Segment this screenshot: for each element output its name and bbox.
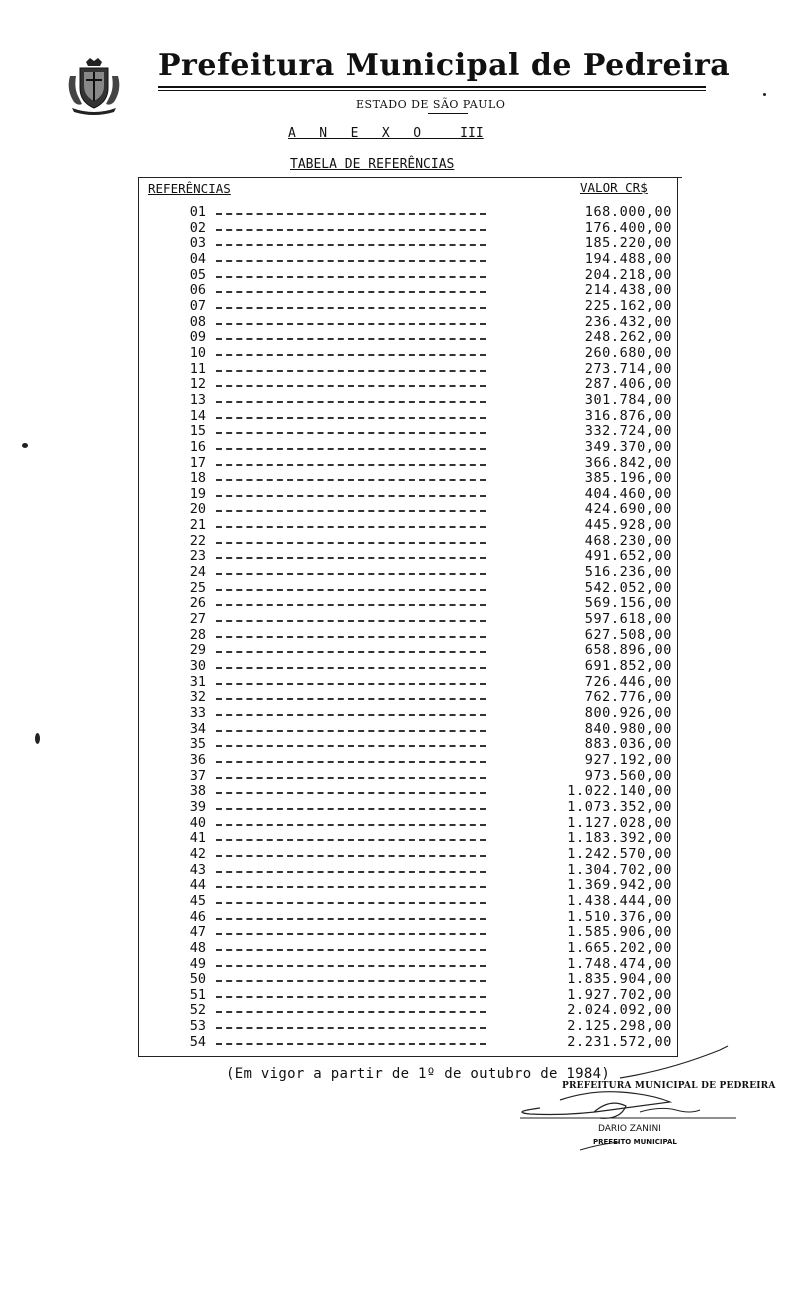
table-row xyxy=(0,706,800,722)
dash-leader xyxy=(216,777,486,779)
table-row xyxy=(0,690,800,706)
reference-number: 49 xyxy=(189,955,206,972)
reference-number: 40 xyxy=(189,814,206,831)
dash-leader xyxy=(216,542,486,544)
dash-leader xyxy=(216,338,486,340)
column-header-references: REFERÊNCIAS xyxy=(148,181,231,196)
title-rule-thin xyxy=(158,90,706,91)
reference-value: 1.585.906,00 xyxy=(567,924,672,941)
reference-number: 07 xyxy=(189,297,206,314)
reference-number: 48 xyxy=(189,939,206,956)
reference-value: 1.748.474,00 xyxy=(567,955,672,972)
reference-number: 43 xyxy=(189,861,206,878)
reference-value: 1.438.444,00 xyxy=(567,892,672,909)
table-row xyxy=(0,487,800,503)
reference-value: 204.218,00 xyxy=(584,266,672,283)
dash-leader xyxy=(216,651,486,653)
dash-leader xyxy=(216,1043,486,1045)
table-row xyxy=(0,800,800,816)
reference-value: 301.784,00 xyxy=(584,391,672,408)
reference-number: 29 xyxy=(189,642,206,659)
table-row xyxy=(0,346,800,362)
dash-leader xyxy=(216,808,486,810)
reference-value: 194.488,00 xyxy=(584,250,672,267)
reference-value: 1.073.352,00 xyxy=(567,798,672,815)
table-row xyxy=(0,722,800,738)
table-row xyxy=(0,581,800,597)
reference-value: 214.438,00 xyxy=(584,282,672,299)
signatory-name: DARIO ZANINI xyxy=(598,1124,661,1134)
table-row xyxy=(0,549,800,565)
reference-value: 316.876,00 xyxy=(584,407,672,424)
dash-leader xyxy=(216,745,486,747)
table-row xyxy=(0,362,800,378)
reference-number: 36 xyxy=(189,751,206,768)
dash-leader xyxy=(216,244,486,246)
reference-number: 52 xyxy=(189,1002,206,1019)
dash-leader xyxy=(216,792,486,794)
table-row xyxy=(0,315,800,331)
reference-value: 236.432,00 xyxy=(584,313,672,330)
dash-leader xyxy=(216,1027,486,1029)
reference-value: 248.262,00 xyxy=(584,329,672,346)
reference-number: 17 xyxy=(189,454,206,471)
reference-value: 800.926,00 xyxy=(584,705,672,721)
dash-leader xyxy=(216,229,486,231)
dash-leader xyxy=(216,573,486,575)
dash-leader xyxy=(216,604,486,606)
reference-number: 45 xyxy=(189,892,206,909)
reference-value: 491.652,00 xyxy=(584,548,672,565)
table-row xyxy=(0,643,800,659)
reference-number: 42 xyxy=(189,845,206,862)
reference-number: 30 xyxy=(189,658,206,675)
reference-value: 1.183.392,00 xyxy=(567,830,672,847)
reference-number: 15 xyxy=(189,423,206,440)
scan-speck xyxy=(35,733,40,744)
table-row xyxy=(0,784,800,800)
reference-number: 53 xyxy=(189,1018,206,1035)
effective-date-note: (Em vigor a partir de 1º de outubro de 1984) xyxy=(226,1066,611,1082)
reference-value: 542.052,00 xyxy=(584,579,672,596)
dash-leader xyxy=(216,354,486,356)
reference-number: 16 xyxy=(189,438,206,455)
reference-value: 1.022.140,00 xyxy=(567,783,672,800)
dash-leader xyxy=(216,698,486,700)
reference-number: 10 xyxy=(189,344,206,361)
reference-value: 287.406,00 xyxy=(584,376,672,393)
reference-number: 20 xyxy=(189,501,206,518)
dash-leader xyxy=(216,432,486,434)
reference-value: 883.036,00 xyxy=(584,736,672,753)
dash-leader xyxy=(216,949,486,951)
reference-number: 46 xyxy=(189,908,206,925)
reference-number: 26 xyxy=(189,595,206,612)
reference-value: 726.446,00 xyxy=(584,673,672,690)
table-row xyxy=(0,393,800,409)
reference-value: 168.000,00 xyxy=(584,204,672,220)
reference-number: 38 xyxy=(189,783,206,800)
reference-number: 14 xyxy=(189,407,206,424)
dash-leader xyxy=(216,839,486,841)
reference-value: 627.508,00 xyxy=(584,626,672,643)
reference-number: 05 xyxy=(189,266,206,283)
reference-number: 34 xyxy=(189,720,206,737)
table-row xyxy=(0,596,800,612)
reference-value: 176.400,00 xyxy=(584,219,672,236)
reference-value: 762.776,00 xyxy=(584,689,672,706)
dash-leader xyxy=(216,855,486,857)
reference-number: 37 xyxy=(189,767,206,784)
reference-number: 19 xyxy=(189,485,206,502)
reference-value: 445.928,00 xyxy=(584,517,672,534)
dash-leader xyxy=(216,980,486,982)
reference-number: 39 xyxy=(189,798,206,815)
table-row xyxy=(0,409,800,425)
reference-number: 12 xyxy=(189,376,206,393)
reference-value: 2.024.092,00 xyxy=(567,1002,672,1019)
dash-leader xyxy=(216,730,486,732)
reference-value: 597.618,00 xyxy=(584,611,672,628)
table-row xyxy=(0,659,800,675)
table-row xyxy=(0,330,800,346)
page-title: Prefeitura Municipal de Pedreira xyxy=(158,48,731,83)
dash-leader xyxy=(216,824,486,826)
reference-value: 691.852,00 xyxy=(584,658,672,675)
reference-number: 50 xyxy=(189,971,206,988)
reference-value: 973.560,00 xyxy=(584,767,672,784)
table-row xyxy=(0,972,800,988)
table-row xyxy=(0,863,800,879)
reference-number: 41 xyxy=(189,830,206,847)
dash-leader xyxy=(216,510,486,512)
reference-number: 08 xyxy=(189,313,206,330)
dash-leader xyxy=(216,526,486,528)
table-row xyxy=(0,456,800,472)
table-row xyxy=(0,612,800,628)
reference-value: 424.690,00 xyxy=(584,501,672,518)
reference-value: 1.242.570,00 xyxy=(567,845,672,862)
coat-of-arms-icon xyxy=(64,56,124,116)
table-row xyxy=(0,534,800,550)
reference-value: 2.231.572,00 xyxy=(567,1033,672,1050)
reference-value: 658.896,00 xyxy=(584,642,672,659)
annex-heading: A N E X O III xyxy=(288,126,484,141)
reference-number: 51 xyxy=(189,986,206,1003)
reference-value: 366.842,00 xyxy=(584,454,672,471)
scan-speck xyxy=(22,443,28,448)
dash-leader xyxy=(216,683,486,685)
state-subtitle: ESTADO DE SÃO PAULO xyxy=(356,98,506,111)
reference-value: 1.127.028,00 xyxy=(567,814,672,831)
reference-value: 260.680,00 xyxy=(584,344,672,361)
reference-number: 18 xyxy=(189,470,206,487)
reference-value: 1.665.202,00 xyxy=(567,939,672,956)
dash-leader xyxy=(216,276,486,278)
table-body xyxy=(0,205,800,1050)
table-row xyxy=(0,737,800,753)
table-row xyxy=(0,1003,800,1019)
table-row xyxy=(0,299,800,315)
reference-number: 33 xyxy=(189,705,206,721)
state-underline xyxy=(428,113,468,114)
dash-leader xyxy=(216,401,486,403)
dash-leader xyxy=(216,495,486,497)
dash-leader xyxy=(216,636,486,638)
reference-number: 47 xyxy=(189,924,206,941)
table-row xyxy=(0,268,800,284)
dash-leader xyxy=(216,620,486,622)
reference-number: 03 xyxy=(189,235,206,252)
dash-leader xyxy=(216,996,486,998)
table-row xyxy=(0,925,800,941)
dash-leader xyxy=(216,448,486,450)
table-row xyxy=(0,252,800,268)
reference-value: 2.125.298,00 xyxy=(567,1018,672,1035)
dash-leader xyxy=(216,213,486,215)
dash-leader xyxy=(216,417,486,419)
table-row xyxy=(0,221,800,237)
scan-speck xyxy=(763,93,766,96)
reference-value: 1.927.702,00 xyxy=(567,986,672,1003)
reference-value: 516.236,00 xyxy=(584,564,672,581)
reference-number: 23 xyxy=(189,548,206,565)
table-row xyxy=(0,565,800,581)
dash-leader xyxy=(216,871,486,873)
reference-value: 332.724,00 xyxy=(584,423,672,440)
table-row xyxy=(0,847,800,863)
table-row xyxy=(0,894,800,910)
table-row xyxy=(0,910,800,926)
dash-leader xyxy=(216,479,486,481)
reference-value: 225.162,00 xyxy=(584,297,672,314)
reference-value: 468.230,00 xyxy=(584,532,672,549)
dash-leader xyxy=(216,761,486,763)
table-row xyxy=(0,675,800,691)
dash-leader xyxy=(216,1011,486,1013)
dash-leader xyxy=(216,589,486,591)
table-row xyxy=(0,424,800,440)
dash-leader xyxy=(216,965,486,967)
reference-value: 349.370,00 xyxy=(584,438,672,455)
dash-leader xyxy=(216,260,486,262)
reference-number: 31 xyxy=(189,673,206,690)
reference-number: 21 xyxy=(189,517,206,534)
reference-value: 1.304.702,00 xyxy=(567,861,672,878)
reference-number: 02 xyxy=(189,219,206,236)
reference-number: 01 xyxy=(189,204,206,220)
dash-leader xyxy=(216,902,486,904)
dash-leader xyxy=(216,323,486,325)
reference-number: 32 xyxy=(189,689,206,706)
table-top-rule xyxy=(138,177,682,178)
dash-leader xyxy=(216,307,486,309)
table-row xyxy=(0,628,800,644)
reference-value: 1.510.376,00 xyxy=(567,908,672,925)
reference-number: 11 xyxy=(189,360,206,377)
table-row xyxy=(0,518,800,534)
table-row xyxy=(0,957,800,973)
stamp-organization: PREFEITURA MUNICIPAL DE PEDREIRA xyxy=(562,1081,776,1091)
table-row xyxy=(0,769,800,785)
dash-leader xyxy=(216,933,486,935)
reference-value: 273.714,00 xyxy=(584,360,672,377)
column-header-value: VALOR CR$ xyxy=(580,180,648,195)
reference-value: 185.220,00 xyxy=(584,235,672,252)
reference-number: 28 xyxy=(189,626,206,643)
dash-leader xyxy=(216,291,486,293)
reference-value: 569.156,00 xyxy=(584,595,672,612)
reference-number: 09 xyxy=(189,329,206,346)
reference-number: 35 xyxy=(189,736,206,753)
table-row xyxy=(0,471,800,487)
reference-number: 44 xyxy=(189,877,206,894)
table-row xyxy=(0,878,800,894)
reference-number: 27 xyxy=(189,611,206,628)
reference-number: 25 xyxy=(189,579,206,596)
dash-leader xyxy=(216,667,486,669)
table-row xyxy=(0,816,800,832)
table-row xyxy=(0,941,800,957)
table-row xyxy=(0,283,800,299)
reference-value: 404.460,00 xyxy=(584,485,672,502)
reference-number: 06 xyxy=(189,282,206,299)
reference-value: 1.835.904,00 xyxy=(567,971,672,988)
dash-leader xyxy=(216,918,486,920)
reference-number: 24 xyxy=(189,564,206,581)
reference-value: 385.196,00 xyxy=(584,470,672,487)
table-row xyxy=(0,502,800,518)
reference-number: 54 xyxy=(189,1033,206,1050)
title-rule xyxy=(158,86,706,88)
dash-leader xyxy=(216,464,486,466)
signatory-role: PREFEITO MUNICIPAL xyxy=(593,1138,677,1146)
dash-leader xyxy=(216,385,486,387)
reference-number: 04 xyxy=(189,250,206,267)
table-title: TABELA DE REFERÊNCIAS xyxy=(290,157,455,172)
table-row xyxy=(0,377,800,393)
dash-leader xyxy=(216,714,486,716)
dash-leader xyxy=(216,370,486,372)
table-row xyxy=(0,988,800,1004)
reference-number: 13 xyxy=(189,391,206,408)
reference-value: 1.369.942,00 xyxy=(567,877,672,894)
reference-value: 840.980,00 xyxy=(584,720,672,737)
reference-number: 22 xyxy=(189,532,206,549)
table-row xyxy=(0,236,800,252)
table-row xyxy=(0,831,800,847)
dash-leader xyxy=(216,886,486,888)
table-row xyxy=(0,1019,800,1035)
table-row xyxy=(0,205,800,221)
dash-leader xyxy=(216,557,486,559)
table-row xyxy=(0,753,800,769)
table-row xyxy=(0,440,800,456)
reference-value: 927.192,00 xyxy=(584,751,672,768)
